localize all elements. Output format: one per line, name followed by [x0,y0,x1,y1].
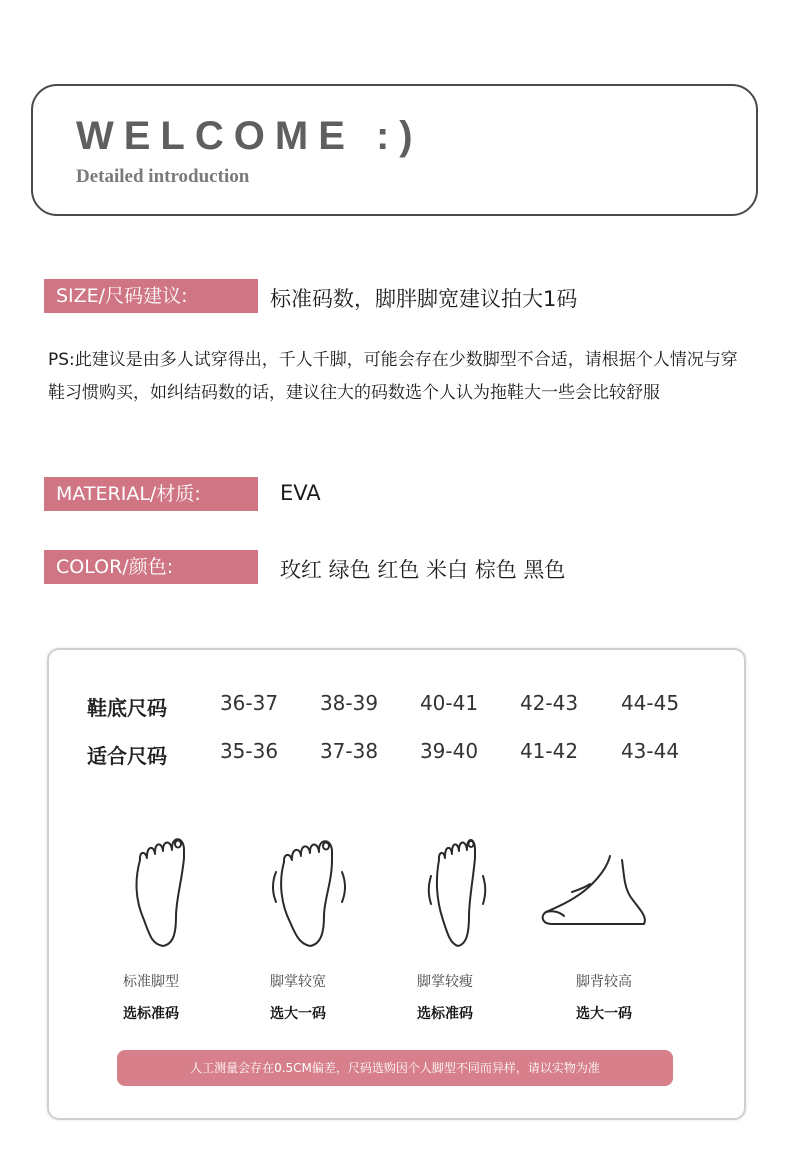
color-value: 玫红 绿色 红色 米白 棕色 黑色 [280,558,566,582]
material-value: EVA [280,481,321,505]
wide-foot-icon [250,832,370,950]
foot-size-advice: 选大一码 [270,1006,326,1022]
high-instep-foot-icon [532,852,652,932]
size-advice: 标准码数，脚胖脚宽建议拍大1码 [270,287,578,311]
foot-type-label: 脚掌较瘦 [417,974,473,990]
thin-foot-icon [398,832,518,950]
fit-size-label: 适合尺码 [87,744,167,768]
color-tag: COLOR/颜色: [44,550,258,584]
measurement-notice: 人工测量会存在0.5CM偏差，尺码选购因个人脚型不同而异样，请以实物为准 [117,1050,673,1086]
size-cell: 44-45 [620,691,680,715]
foot-type-label: 脚掌较宽 [270,974,326,990]
size-cell: 41-42 [519,739,579,763]
foot-type-label: 脚背较高 [576,974,632,990]
welcome-subtitle: Detailed introduction [76,166,250,187]
sole-size-label: 鞋底尺码 [87,696,167,720]
welcome-banner [31,84,758,216]
size-tag: SIZE/尺码建议: [44,279,258,313]
material-tag: MATERIAL/材质: [44,477,258,511]
standard-foot-icon [103,832,223,950]
size-cell: 37-38 [319,739,379,763]
size-cell: 36-37 [219,691,279,715]
size-cell: 35-36 [219,739,279,763]
ps-note: PS:此建议是由多人试穿得出，千人千脚，可能会存在少数脚型不合适，请根据个人情况与穿鞋习惯购买，如纠结码数的话，建议往大的码数选个人认为拖鞋大一些会比较舒服 [48,350,738,403]
size-cell: 40-41 [419,691,479,715]
size-cell: 43-44 [620,739,680,763]
size-cell: 38-39 [319,691,379,715]
foot-size-advice: 选标准码 [417,1006,473,1022]
size-cell: 39-40 [419,739,479,763]
foot-size-advice: 选大一码 [576,1006,632,1022]
foot-size-advice: 选标准码 [123,1006,179,1022]
foot-type-label: 标准脚型 [123,974,179,990]
welcome-title: WELCOME :) [76,114,423,158]
size-cell: 42-43 [519,691,579,715]
